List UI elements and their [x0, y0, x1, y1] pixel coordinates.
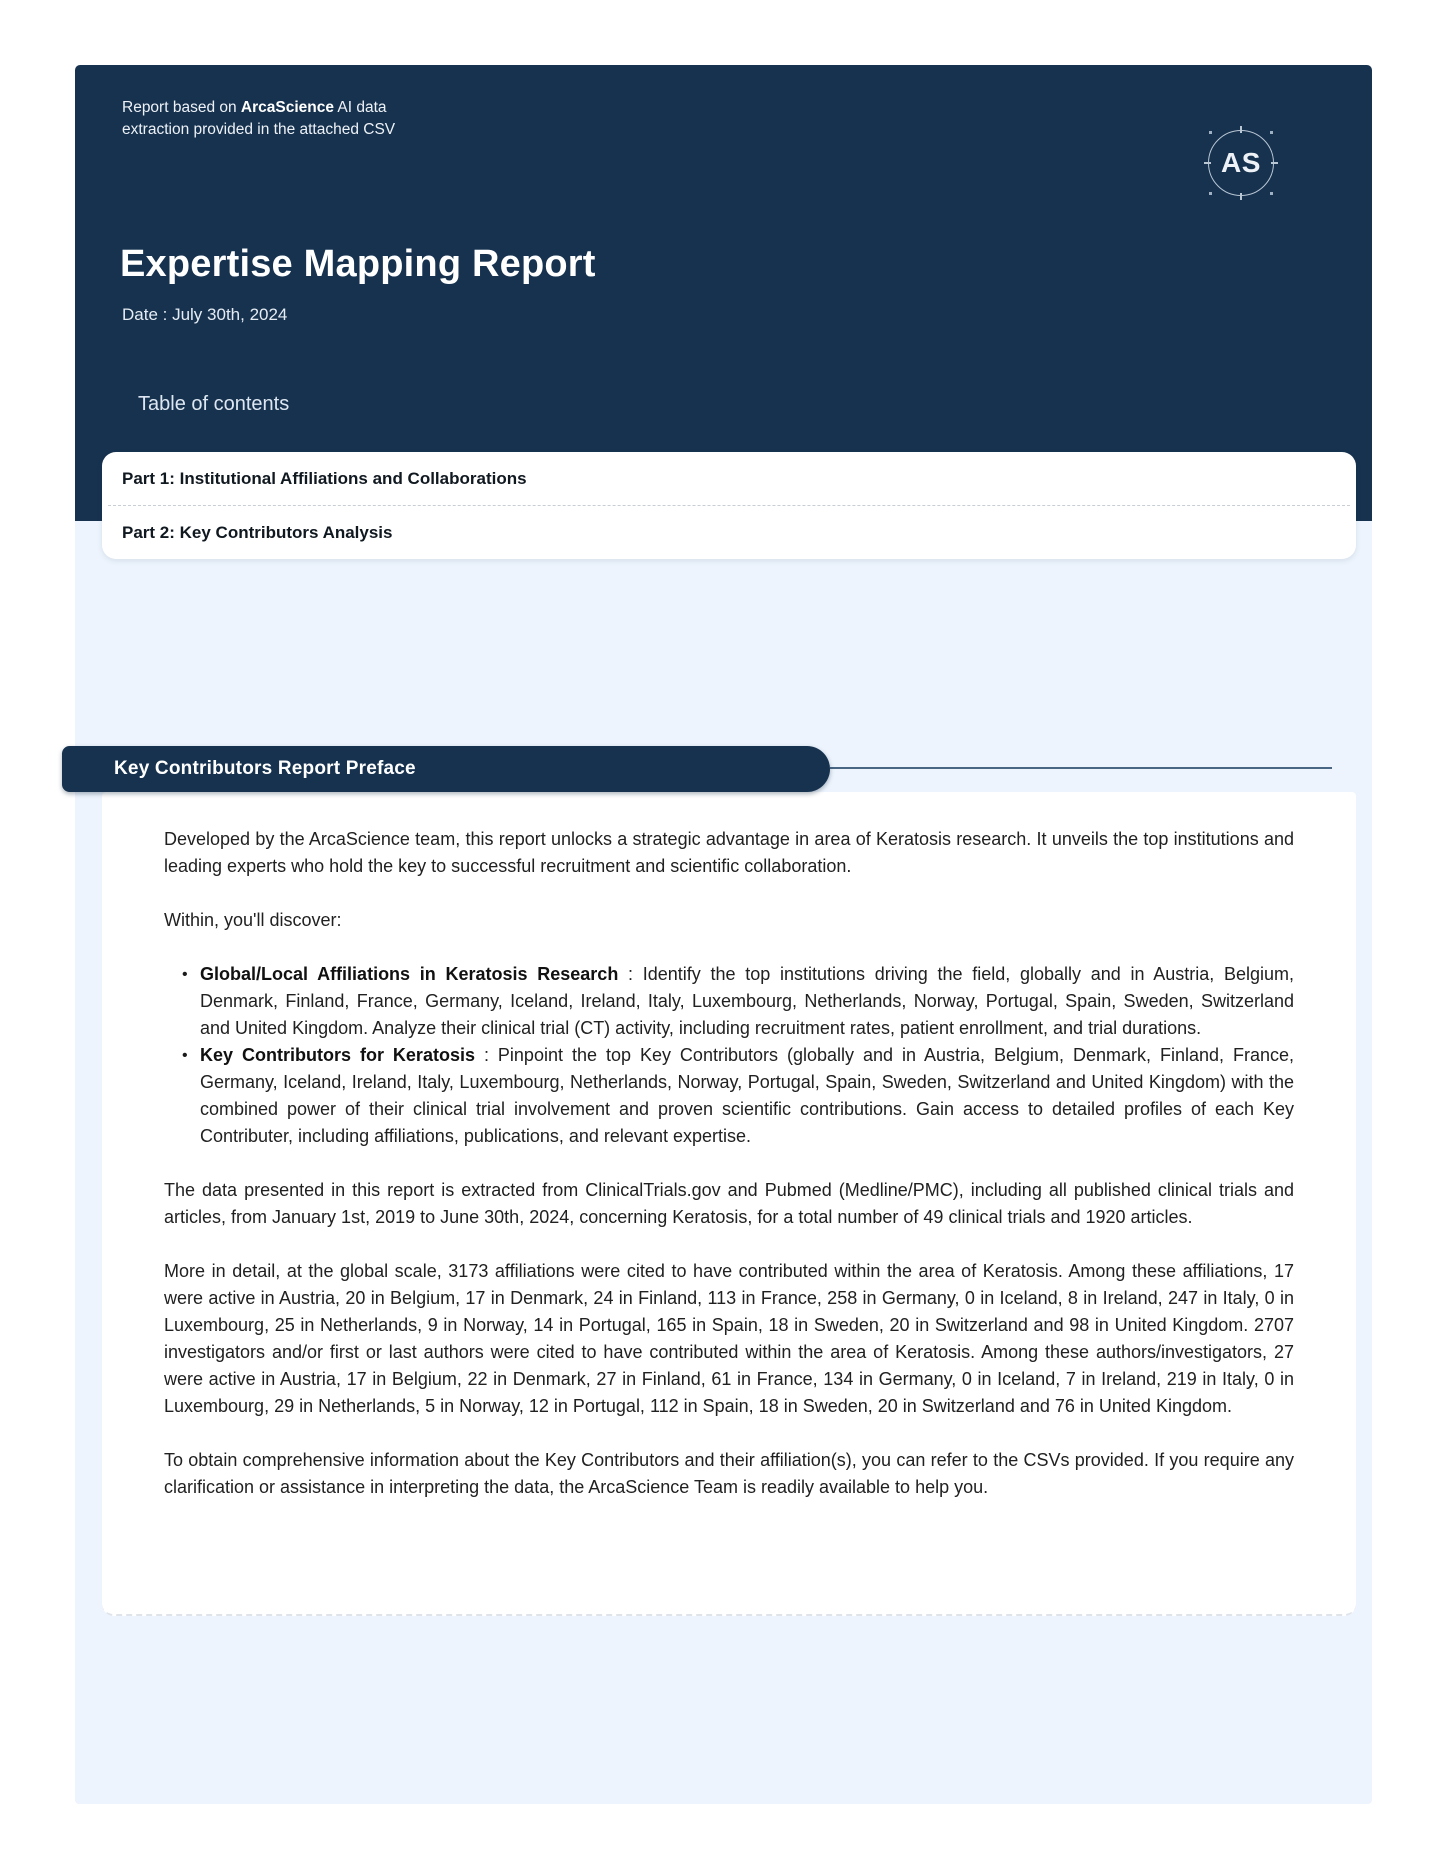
toc-title: Table of contents: [138, 393, 290, 415]
logo-corner-mark-icon: [1270, 192, 1273, 195]
header-note-prefix: Report based on: [122, 99, 241, 116]
logo-circle-icon: [1208, 130, 1274, 196]
toc-item-part1[interactable]: Part 1: Institutional Affiliations and Collaborations: [122, 469, 527, 488]
logo-corner-mark-icon: [1209, 131, 1212, 134]
header-note: [122, 97, 397, 141]
preface-banner-rule: [830, 767, 1332, 769]
preface-intro-paragraph: Developed by the ArcaScience team, this report unlocks a strategic advantage in area of Keratosis research. It unveils the top institutions and leading experts who hold the key to successful recruitment and scientific collaboration.: [164, 829, 1294, 876]
page-title: Expertise Mapping Report: [120, 243, 596, 285]
report-date: Date : July 30th, 2024: [122, 305, 288, 324]
preface-discover-lead: Within, you'll discover:: [164, 910, 342, 930]
logo-text: AS: [1221, 147, 1261, 178]
bullet-contributors-text: : Pinpoint the top Key Contributors (globally and in Austria, Belgium, Denmark, Finland, France, Germany, Iceland, Ireland, Italy, Luxembourg, Netherlands, Norway, Portugal, Spain, Sweden, Switzerland and United Kingdom) with the combined power of their clinical trial involvement and proven scientific contributions. Gain access to detailed profiles of each Key Contributer, including affiliations, publications, and relevant expertise.: [200, 1045, 1294, 1146]
header-note-brand: ArcaScience: [240, 99, 334, 116]
arcascience-logo: [1205, 127, 1277, 199]
toc-item-part2[interactable]: Part 2: Key Contributors Analysis: [122, 523, 393, 542]
preface-data-source-paragraph: The data presented in this report is extracted from ClinicalTrials.gov and Pubmed (Medline/PMC), including all published clinical trials and articles, from January 1st, 2019 to June 30th, 2024, concerning Keratosis, for a total number of 49 clinical trials and 1920 articles.: [164, 1180, 1294, 1227]
bullet-affiliations: [180, 961, 1294, 1042]
toc-card: [102, 452, 1356, 559]
header-note-suffix: AI data extraction provided in the attached CSV: [122, 99, 396, 138]
preface-detail-paragraph: More in detail, at the global scale, 3173 affiliations were cited to have contributed within the area of Keratosis. Among these affiliations, 17 were active in Austria, 20 in Belgium, 17 in Denmark, 24 in Finland, 113 in France, 258 in Germany, 0 in Iceland, 8 in Ireland, 247 in Italy, 0 in Luxembourg, 25 in Netherlands, 9 in Norway, 14 in Portugal, 165 in Spain, 18 in Sweden, 20 in Switzerland and 98 in United Kingdom. 2707 investigators and/or first or last authors were cited to have contributed within the area of Keratosis. Among these authors/investigators, 27 were active in Austria, 17 in Belgium, 22 in Denmark, 27 in Finland, 61 in France, 134 in Germany, 0 in Iceland, 7 in Ireland, 219 in Italy, 0 in Luxembourg, 29 in Netherlands, 5 in Norway, 12 in Portugal, 112 in Spain, 18 in Sweden, 20 in Switzerland and 76 in United Kingdom.: [164, 1261, 1294, 1416]
preface-banner: [62, 746, 830, 792]
preface-card: [102, 792, 1356, 1616]
bullet-affiliations-lead: Global/Local Affiliations in Keratosis Research: [200, 964, 619, 984]
logo-corner-mark-icon: [1209, 192, 1212, 195]
preface-banner-label: Key Contributors Report Preface: [114, 758, 416, 779]
preface-bullet-list: [164, 961, 1294, 1150]
bullet-contributors: [180, 1042, 1294, 1150]
preface-closing-paragraph: To obtain comprehensive information about the Key Contributors and their affiliation(s), you can refer to the CSVs provided. If you require any clarification or assistance in interpreting the data, the ArcaScience Team is readily available to help you.: [164, 1450, 1294, 1497]
logo-corner-mark-icon: [1270, 131, 1273, 134]
bullet-contributors-lead: Key Contributors for Keratosis: [200, 1045, 475, 1065]
bullet-affiliations-text: : Identify the top institutions driving the field, globally and in Austria, Belgium, Denmark, Finland, France, Germany, Iceland, Ireland, Italy, Luxembourg, Netherlands, Norway, Portugal, Spain, Sweden, Switzerland and United Kingdom. Analyze their clinical trial (CT) activity, including recruitment rates, patient enrollment, and trial durations.: [200, 964, 1294, 1038]
